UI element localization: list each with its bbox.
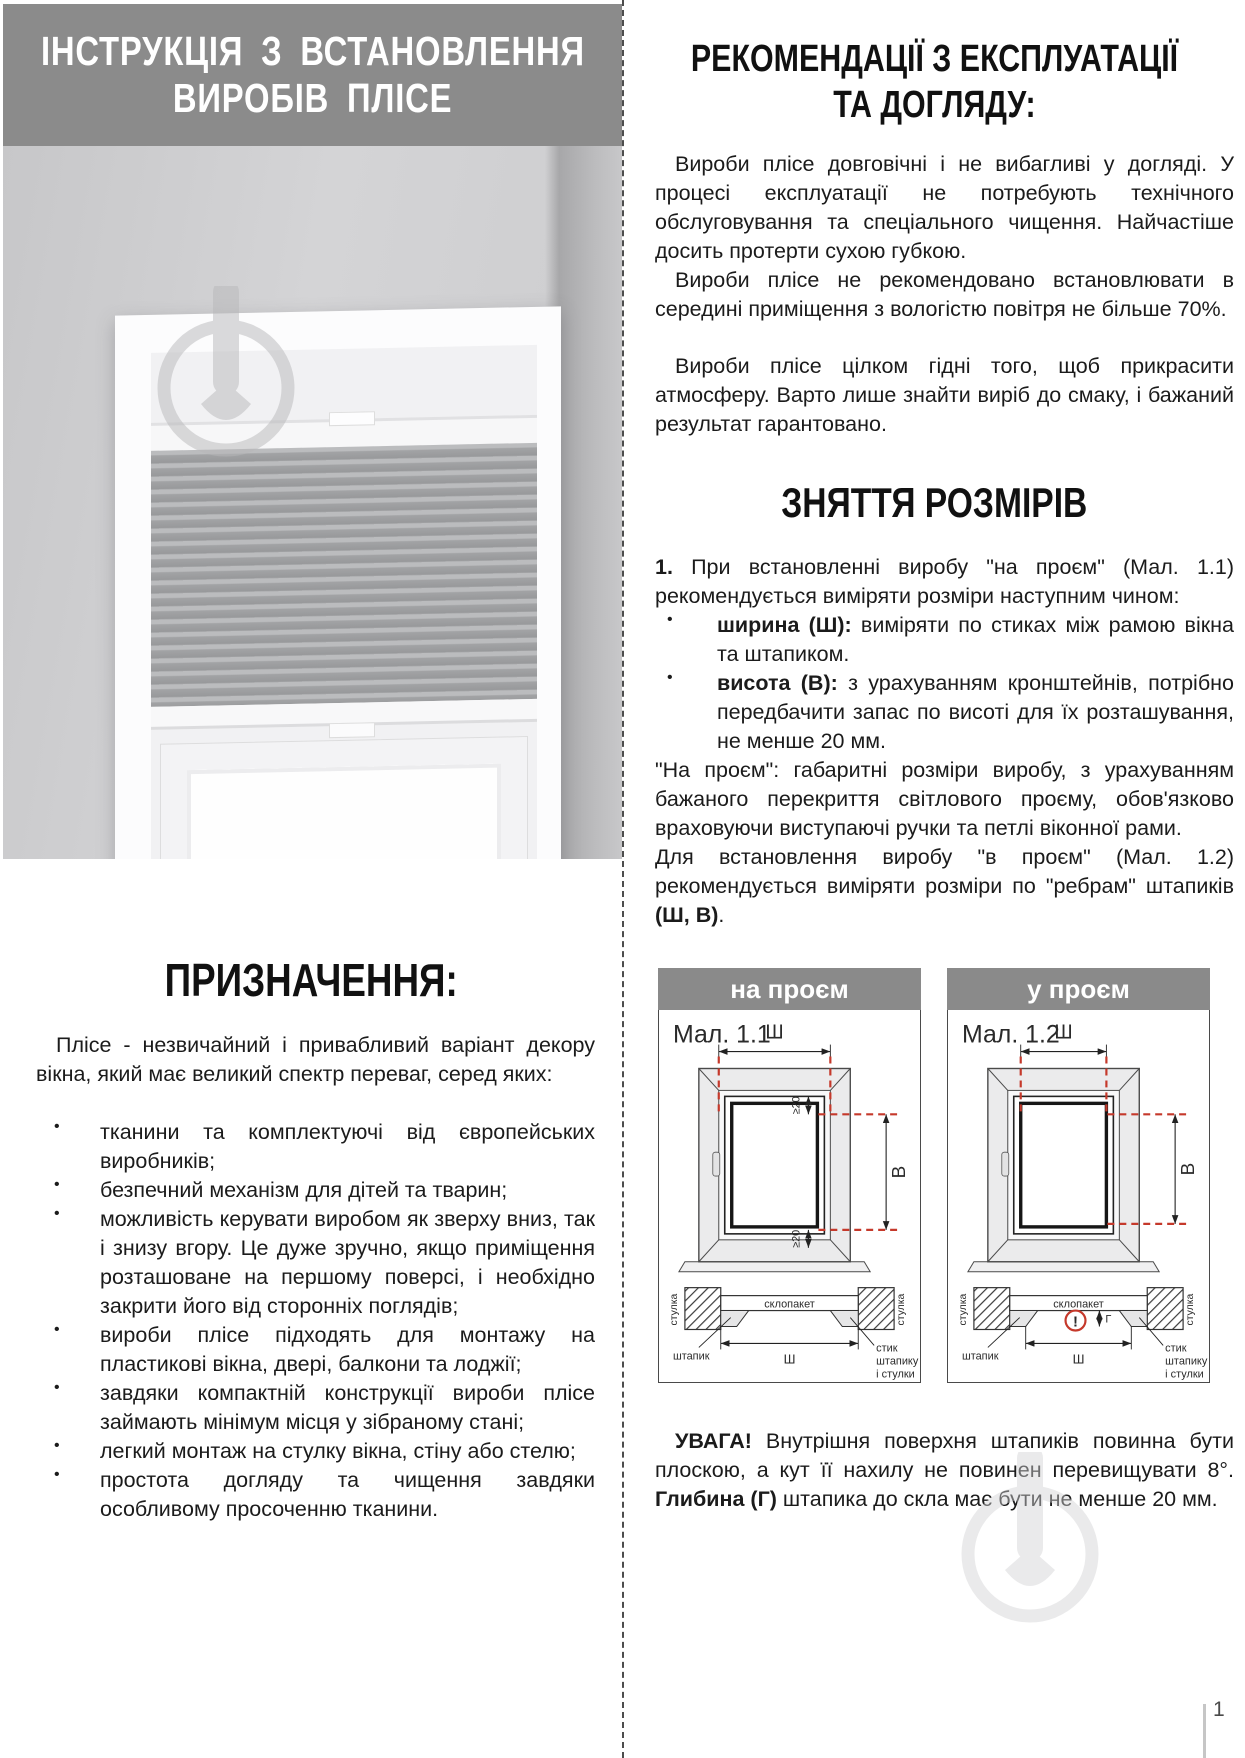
joint-label-2: штапику bbox=[876, 1355, 919, 1368]
glazing-label: склопакет bbox=[1053, 1298, 1104, 1311]
bullet-dot-icon: • bbox=[54, 1176, 60, 1193]
list-item: • завдяки компактній конструкції вироби плісе займають мінімум місця у зібраному стані; bbox=[36, 1379, 595, 1437]
sash-label-left: стулка bbox=[668, 1293, 680, 1326]
joint-label-3: і стулки bbox=[1165, 1368, 1204, 1381]
height-dim-label: В bbox=[889, 1165, 911, 1179]
left-column bbox=[0, 0, 622, 1758]
sizes-heading: ЗНЯТТЯ РОЗМІРІВ bbox=[781, 479, 1088, 526]
diagram-panel-na-proem bbox=[658, 968, 921, 1383]
step-1-paragraph: 1. При встановленні виробу "на проєм" (Мал. 1.1) рекомендується виміряти розміри наступним чином: bbox=[655, 555, 1234, 608]
warning-exclamation: ! bbox=[1073, 1313, 1079, 1331]
sash-label-right: стулка bbox=[1185, 1293, 1197, 1326]
joint-label-2: штапику bbox=[1165, 1355, 1208, 1368]
bullet-dot-icon: • bbox=[667, 611, 673, 628]
panel-header: у проєм bbox=[947, 968, 1210, 1010]
list-item: • можливість керувати виробом як зверху вниз, так і знизу вгору. Це дуже зручно, якщо приміщення розташоване на першому поверсі, і необхідно закрити його від сторонніх поглядів; bbox=[36, 1205, 595, 1321]
instruction-title-banner bbox=[3, 4, 622, 146]
joint-label-3: і стулки bbox=[876, 1368, 915, 1381]
joint-label-1: стик bbox=[876, 1342, 898, 1355]
width-bullet: • ширина (Ш): виміряти по стиках між рамою вікна та штапиком. bbox=[655, 611, 1234, 669]
title-line-1: ІНСТРУКЦІЯ З ВСТАНОВЛЕННЯ bbox=[40, 28, 585, 74]
care-paragraph-3: Вироби плісе цілком гідні того, щоб прикрасити атмосферу. Варто лише знайти виріб до смаку, і бажаний результат гарантовано. bbox=[655, 354, 1234, 436]
right-column bbox=[624, 0, 1245, 1514]
list-item: • легкий монтаж на стулку вікна, стіну або стелю; bbox=[36, 1437, 595, 1466]
window-glass bbox=[187, 764, 501, 859]
wall-corner bbox=[559, 146, 622, 859]
sizes-heading-wrap bbox=[624, 479, 1245, 527]
care-paragraph-1: Вироби плісе довговічні і не вибагливі у догляді. У процесі експлуатації не потребують технічного обслуговування та спеціального чищення. Найчастіше досить протерти сухою губкою. bbox=[655, 152, 1234, 263]
bead-label: штапик bbox=[961, 1350, 999, 1363]
figure-1-2-box bbox=[947, 1010, 1210, 1383]
min20-top-label: ≥20 bbox=[790, 1096, 803, 1115]
measurement-diagrams bbox=[658, 968, 1210, 1383]
purpose-bullet-list bbox=[0, 1118, 622, 1524]
care-heading-line-2: ТА ДОГЛЯДУ: bbox=[833, 84, 1036, 126]
attention-label: УВАГА! bbox=[675, 1429, 752, 1453]
width-dim-label: Ш bbox=[1054, 1021, 1073, 1044]
attention-paragraph: УВАГА! Внутрішня поверхня штапиків повинна бути плоскою, а кут її нахилу не повинен перевищувати 8°. Глибина (Г) штапика до скла має бути не менше 20 мм. bbox=[655, 1429, 1234, 1511]
pleated-blind bbox=[151, 443, 537, 707]
purpose-intro: Плісе - незвичайний і привабливий варіант декору вікна, який має великий спектр переваг, серед яких: bbox=[36, 1033, 595, 1086]
list-item: • простота догляду та чищення завдяки особливому просоченню тканини. bbox=[36, 1466, 595, 1524]
bead-label: штапик bbox=[672, 1350, 710, 1363]
window-diagram-1-1 bbox=[659, 1010, 920, 1382]
care-heading bbox=[624, 36, 1245, 128]
sash-label-left: стулка bbox=[957, 1293, 969, 1326]
figure-label: Мал. 1.2 bbox=[961, 1020, 1060, 1049]
glazing-label: склопакет bbox=[764, 1298, 815, 1311]
bullet-dot-icon: • bbox=[667, 669, 673, 686]
width-dim-label-bottom: Ш bbox=[783, 1351, 796, 1367]
diagram-panel-u-proem bbox=[947, 968, 1210, 1383]
brand-watermark-icon bbox=[141, 286, 311, 464]
page-number: 1 bbox=[1213, 1698, 1225, 1721]
figure-1-1-box bbox=[658, 1010, 921, 1383]
purpose-heading: ПРИЗНАЧЕННЯ: bbox=[164, 954, 458, 1006]
depth-label: Г bbox=[1105, 1313, 1112, 1326]
bullet-dot-icon: • bbox=[54, 1205, 60, 1222]
panel-header: на проєм bbox=[658, 968, 921, 1010]
width-dim-label-bottom: Ш bbox=[1072, 1351, 1085, 1367]
min20-bottom-label: ≥20 bbox=[790, 1229, 803, 1248]
bullet-dot-icon: • bbox=[54, 1466, 60, 1483]
care-paragraph-2: Вироби плісе не рекомендовано встановлювати в середині приміщення з вологістю повітря не більше 70%. bbox=[655, 268, 1234, 321]
window-photo bbox=[3, 146, 622, 859]
bullet-dot-icon: • bbox=[54, 1118, 60, 1135]
list-item: • безпечний механізм для дітей та тварин; bbox=[36, 1176, 595, 1205]
bullet-dot-icon: • bbox=[54, 1321, 60, 1338]
bullet-dot-icon: • bbox=[54, 1437, 60, 1454]
footer-rule bbox=[1203, 1704, 1206, 1758]
care-heading-line-1: РЕКОМЕНДАЦІЇ З ЕКСПЛУАТАЦІЇ bbox=[690, 38, 1179, 80]
window-sash bbox=[161, 737, 527, 859]
list-item: • тканини та комплектуючі від європейських виробників; bbox=[36, 1118, 595, 1176]
depth-term: Глибина (Г) bbox=[655, 1487, 777, 1511]
bullet-dot-icon: • bbox=[54, 1379, 60, 1396]
v-proem-paragraph: Для встановлення виробу "в проєм" (Мал. 1.2) рекомендується виміряти розміри по "ребрам" штапиків (Ш, В). bbox=[655, 845, 1234, 927]
sash-label-right: стулка bbox=[896, 1293, 908, 1326]
purpose-heading-wrap bbox=[0, 955, 622, 1005]
brand-watermark-icon bbox=[945, 1452, 1115, 1630]
list-item: • вироби плісе підходять для монтажу на пластикові вікна, двері, балкони та лоджії; bbox=[36, 1321, 595, 1379]
height-dim-label: В bbox=[1178, 1162, 1200, 1176]
na-proem-paragraph: "На проєм": габаритні розміри виробу, з урахуванням бажаного перекриття світлового проєму, обов'язково враховуючи виступаючі ручки та петлі віконної рами. bbox=[655, 758, 1234, 840]
step-1-number: 1. bbox=[655, 555, 673, 579]
joint-label-1: стик bbox=[1165, 1342, 1187, 1355]
title-line-2: ВИРОБІВ ПЛІСЕ bbox=[172, 75, 453, 121]
figure-label: Мал. 1.1 bbox=[672, 1020, 771, 1049]
width-dim-label: Ш bbox=[765, 1021, 784, 1044]
size-bullet-list bbox=[624, 611, 1245, 756]
window-diagram-1-2 bbox=[948, 1010, 1209, 1382]
height-bullet: • висота (В): з урахуванням кронштейнів, потрібно передбачити запас по висоті для їх розташування, не менше 20 мм. bbox=[655, 669, 1234, 756]
